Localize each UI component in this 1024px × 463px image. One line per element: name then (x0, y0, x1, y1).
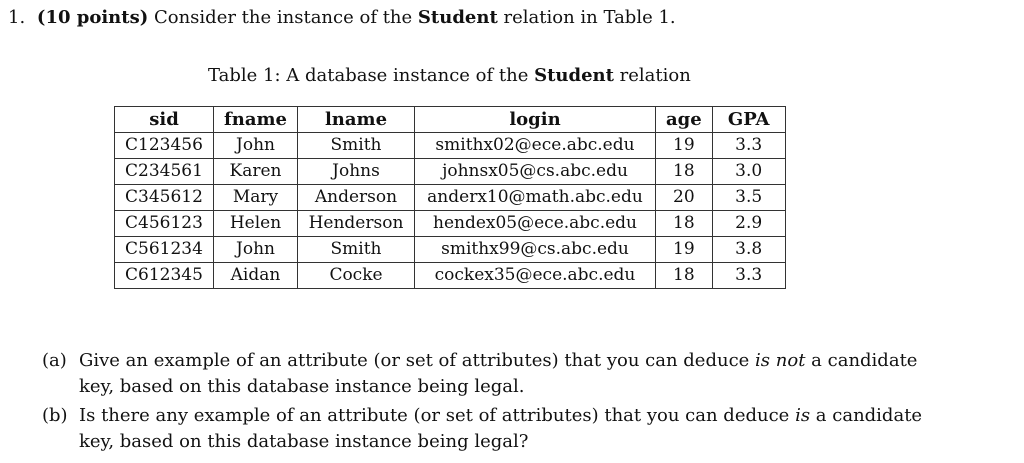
cell-gpa: 2.9 (712, 211, 785, 237)
header-age: age (656, 107, 713, 133)
table-caption-text-after: relation (619, 65, 691, 86)
cell-gpa: 3.3 (712, 133, 785, 159)
cell-login: johnsx05@cs.abc.edu (415, 159, 656, 185)
cell-fname: Helen (214, 211, 298, 237)
part-b-before: Is there any example of an attribute (or set of attributes) that you can deduce (79, 405, 790, 426)
question-text-before: Consider the instance of the (153, 7, 413, 28)
part-a-emphasis: is not (755, 350, 806, 371)
cell-login: hendex05@ece.abc.edu (415, 211, 656, 237)
cell-age: 20 (656, 185, 713, 211)
cell-age: 18 (656, 211, 713, 237)
question-relation-name: Student (417, 7, 498, 28)
part-a-label: (a) (42, 350, 67, 371)
table-caption-text-before: A database instance of the (286, 65, 529, 86)
part-a (42, 348, 942, 400)
cell-sid: C561234 (115, 237, 214, 263)
question-text-after: relation in Table 1. (503, 7, 676, 28)
table-row (115, 133, 786, 159)
question-parts (42, 348, 942, 458)
cell-sid: C345612 (115, 185, 214, 211)
cell-fname: Aidan (214, 263, 298, 289)
table-row (115, 159, 786, 185)
cell-age: 19 (656, 237, 713, 263)
cell-lname: Cocke (298, 263, 415, 289)
header-fname: fname (214, 107, 298, 133)
cell-sid: C612345 (115, 263, 214, 289)
part-a-after: a candidate key, based on this database instance being legal. (79, 350, 918, 397)
header-login: login (415, 107, 656, 133)
table-row (115, 185, 786, 211)
table-caption-relation: Student (534, 65, 614, 86)
cell-lname: Henderson (298, 211, 415, 237)
part-b-emphasis: is (795, 405, 811, 426)
cell-age: 18 (656, 159, 713, 185)
part-a-before: Give an example of an attribute (or set of attributes) that you can deduce (79, 350, 750, 371)
cell-gpa: 3.5 (712, 185, 785, 211)
question-points: (10 points) (36, 7, 149, 28)
cell-fname: John (214, 237, 298, 263)
cell-sid: C456123 (115, 211, 214, 237)
table-row (115, 211, 786, 237)
cell-fname: John (214, 133, 298, 159)
question-heading (8, 6, 676, 30)
cell-gpa: 3.3 (712, 263, 785, 289)
header-sid: sid (115, 107, 214, 133)
question-number: 1. (8, 7, 26, 28)
cell-login: smithx99@cs.abc.edu (415, 237, 656, 263)
header-lname: lname (298, 107, 415, 133)
cell-lname: Smith (298, 237, 415, 263)
cell-fname: Mary (214, 185, 298, 211)
header-gpa: GPA (712, 107, 785, 133)
part-b-text (79, 403, 942, 455)
cell-gpa: 3.8 (712, 237, 785, 263)
table-header-row (115, 107, 786, 133)
table-caption-label: Table 1: (208, 65, 281, 86)
cell-lname: Smith (298, 133, 415, 159)
cell-login: cockex35@ece.abc.edu (415, 263, 656, 289)
cell-sid: C123456 (115, 133, 214, 159)
part-b-label: (b) (42, 405, 68, 426)
part-b-after: a candidate key, based on this database instance being legal? (79, 405, 923, 452)
table-row (115, 263, 786, 289)
cell-age: 18 (656, 263, 713, 289)
table-caption (208, 64, 691, 88)
cell-fname: Karen (214, 159, 298, 185)
cell-lname: Anderson (298, 185, 415, 211)
part-b (42, 403, 942, 455)
cell-lname: Johns (298, 159, 415, 185)
student-table (114, 106, 786, 289)
cell-age: 19 (656, 133, 713, 159)
cell-sid: C234561 (115, 159, 214, 185)
cell-login: smithx02@ece.abc.edu (415, 133, 656, 159)
cell-login: anderx10@math.abc.edu (415, 185, 656, 211)
table-row (115, 237, 786, 263)
cell-gpa: 3.0 (712, 159, 785, 185)
part-a-text (79, 348, 942, 400)
